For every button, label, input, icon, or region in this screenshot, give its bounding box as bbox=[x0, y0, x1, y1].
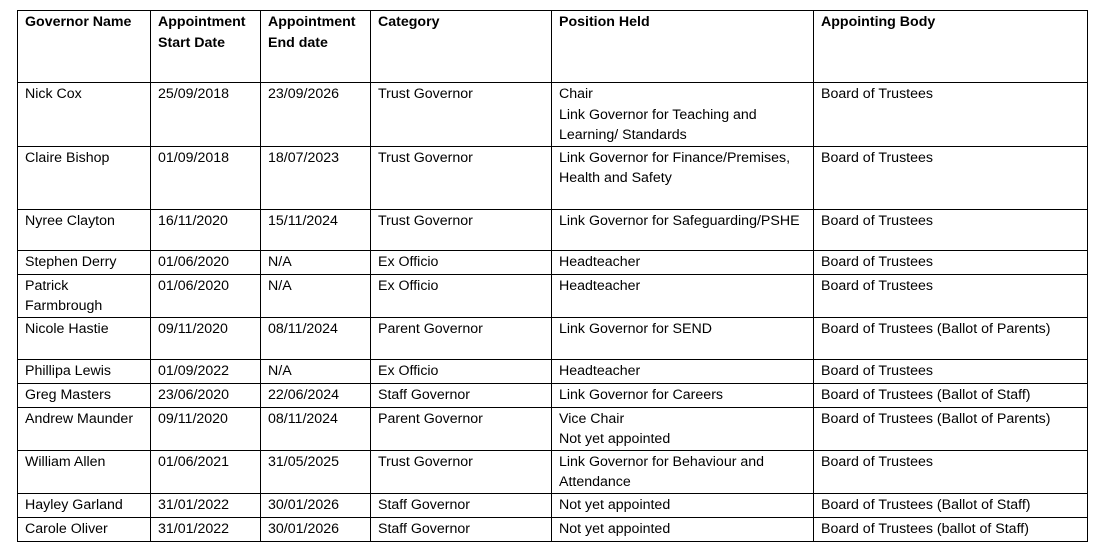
cell-position-held: Vice Chair Not yet appointed bbox=[552, 407, 814, 450]
cell-governor-name: Nick Cox bbox=[18, 83, 151, 147]
table-header bbox=[18, 11, 1088, 83]
cell-end-date: 08/11/2024 bbox=[261, 317, 371, 359]
cell-start-date: 16/11/2020 bbox=[151, 209, 261, 250]
cell-appointing-body: Board of Trustees (Ballot of Staff) bbox=[814, 383, 1088, 407]
cell-category: Parent Governor bbox=[371, 317, 552, 359]
table-row bbox=[18, 359, 1088, 383]
cell-category: Parent Governor bbox=[371, 407, 552, 450]
cell-start-date: 31/01/2022 bbox=[151, 493, 261, 517]
cell-end-date: 22/06/2024 bbox=[261, 383, 371, 407]
cell-appointing-body: Board of Trustees bbox=[814, 146, 1088, 209]
header-appointing-body: Appointing Body bbox=[814, 11, 1088, 83]
cell-start-date: 01/09/2018 bbox=[151, 146, 261, 209]
table-row bbox=[18, 274, 1088, 317]
cell-position-held: Link Governor for Careers bbox=[552, 383, 814, 407]
table-row bbox=[18, 250, 1088, 274]
header-end-date: Appointment End date bbox=[261, 11, 371, 83]
header-position-held: Position Held bbox=[552, 11, 814, 83]
table-row bbox=[18, 317, 1088, 359]
cell-category: Trust Governor bbox=[371, 209, 552, 250]
cell-category: Ex Officio bbox=[371, 250, 552, 274]
cell-governor-name: William Allen bbox=[18, 450, 151, 493]
table-row bbox=[18, 209, 1088, 250]
cell-start-date: 09/11/2020 bbox=[151, 317, 261, 359]
cell-appointing-body: Board of Trustees bbox=[814, 250, 1088, 274]
cell-end-date: 15/11/2024 bbox=[261, 209, 371, 250]
cell-appointing-body: Board of Trustees (Ballot of Parents) bbox=[814, 407, 1088, 450]
cell-appointing-body: Board of Trustees bbox=[814, 274, 1088, 317]
cell-category: Ex Officio bbox=[371, 359, 552, 383]
table-row bbox=[18, 383, 1088, 407]
cell-start-date: 09/11/2020 bbox=[151, 407, 261, 450]
cell-appointing-body: Board of Trustees (ballot of Staff) bbox=[814, 517, 1088, 541]
cell-governor-name: Claire Bishop bbox=[18, 146, 151, 209]
cell-position-held: Headteacher bbox=[552, 274, 814, 317]
table-row bbox=[18, 83, 1088, 147]
cell-end-date: N/A bbox=[261, 274, 371, 317]
cell-governor-name: Patrick Farmbrough bbox=[18, 274, 151, 317]
cell-appointing-body: Board of Trustees (Ballot of Parents) bbox=[814, 317, 1088, 359]
cell-appointing-body: Board of Trustees bbox=[814, 359, 1088, 383]
cell-category: Trust Governor bbox=[371, 146, 552, 209]
cell-governor-name: Andrew Maunder bbox=[18, 407, 151, 450]
cell-governor-name: Greg Masters bbox=[18, 383, 151, 407]
governors-table bbox=[17, 10, 1088, 542]
cell-start-date: 01/06/2021 bbox=[151, 450, 261, 493]
table-row bbox=[18, 146, 1088, 209]
cell-start-date: 01/06/2020 bbox=[151, 274, 261, 317]
cell-end-date: 30/01/2026 bbox=[261, 493, 371, 517]
cell-start-date: 01/06/2020 bbox=[151, 250, 261, 274]
cell-category: Staff Governor bbox=[371, 383, 552, 407]
cell-appointing-body: Board of Trustees (Ballot of Staff) bbox=[814, 493, 1088, 517]
cell-appointing-body: Board of Trustees bbox=[814, 450, 1088, 493]
table-row bbox=[18, 517, 1088, 541]
cell-governor-name: Nyree Clayton bbox=[18, 209, 151, 250]
cell-position-held: Headteacher bbox=[552, 250, 814, 274]
cell-position-held: Not yet appointed bbox=[552, 517, 814, 541]
header-category: Category bbox=[371, 11, 552, 83]
table-row bbox=[18, 450, 1088, 493]
cell-start-date: 01/09/2022 bbox=[151, 359, 261, 383]
cell-position-held: Chair Link Governor for Teaching and Learning/ Standards bbox=[552, 83, 814, 147]
header-row bbox=[18, 11, 1088, 83]
cell-governor-name: Hayley Garland bbox=[18, 493, 151, 517]
cell-position-held: Link Governor for Safeguarding/PSHE bbox=[552, 209, 814, 250]
cell-governor-name: Stephen Derry bbox=[18, 250, 151, 274]
cell-appointing-body: Board of Trustees bbox=[814, 209, 1088, 250]
cell-governor-name: Phillipa Lewis bbox=[18, 359, 151, 383]
cell-end-date: N/A bbox=[261, 250, 371, 274]
cell-category: Staff Governor bbox=[371, 493, 552, 517]
header-governor-name: Governor Name bbox=[18, 11, 151, 83]
cell-appointing-body: Board of Trustees bbox=[814, 83, 1088, 147]
cell-position-held: Link Governor for Finance/Premises, Health and Safety bbox=[552, 146, 814, 209]
cell-end-date: 18/07/2023 bbox=[261, 146, 371, 209]
cell-end-date: N/A bbox=[261, 359, 371, 383]
cell-governor-name: Nicole Hastie bbox=[18, 317, 151, 359]
cell-start-date: 23/06/2020 bbox=[151, 383, 261, 407]
table-body bbox=[18, 83, 1088, 542]
cell-end-date: 31/05/2025 bbox=[261, 450, 371, 493]
header-start-date: Appointment Start Date bbox=[151, 11, 261, 83]
cell-position-held: Not yet appointed bbox=[552, 493, 814, 517]
cell-governor-name: Carole Oliver bbox=[18, 517, 151, 541]
cell-category: Ex Officio bbox=[371, 274, 552, 317]
cell-position-held: Headteacher bbox=[552, 359, 814, 383]
cell-category: Trust Governor bbox=[371, 450, 552, 493]
table-row bbox=[18, 493, 1088, 517]
cell-start-date: 31/01/2022 bbox=[151, 517, 261, 541]
cell-end-date: 30/01/2026 bbox=[261, 517, 371, 541]
cell-end-date: 23/09/2026 bbox=[261, 83, 371, 147]
table-row bbox=[18, 407, 1088, 450]
cell-position-held: Link Governor for SEND bbox=[552, 317, 814, 359]
cell-start-date: 25/09/2018 bbox=[151, 83, 261, 147]
cell-category: Staff Governor bbox=[371, 517, 552, 541]
cell-end-date: 08/11/2024 bbox=[261, 407, 371, 450]
cell-category: Trust Governor bbox=[371, 83, 552, 147]
cell-position-held: Link Governor for Behaviour and Attendance bbox=[552, 450, 814, 493]
